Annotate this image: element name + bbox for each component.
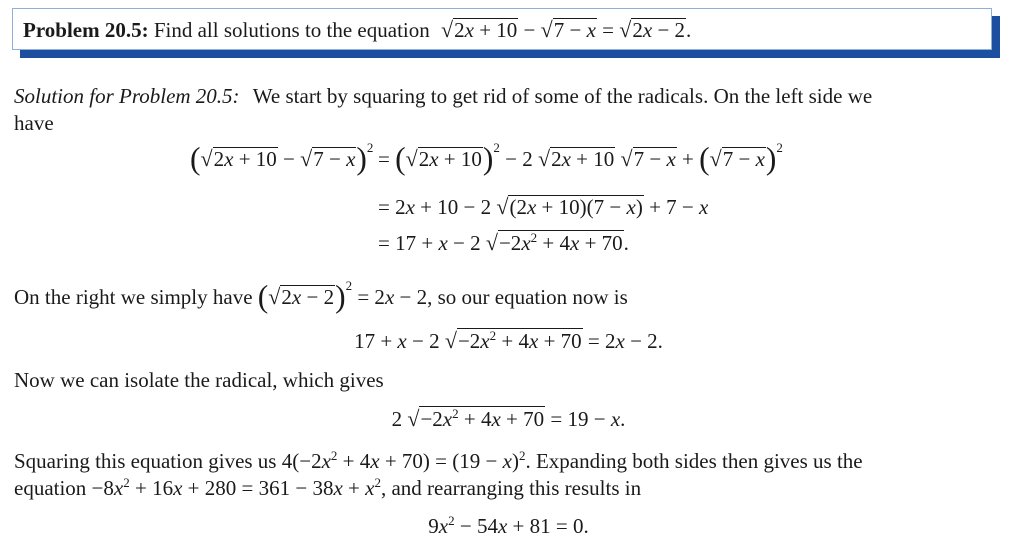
align-row3: = 17 + x − 2 $√-2x^2 + 4x + 70$.: [378, 230, 629, 255]
problem-text: Find all solutions to the equation: [153, 18, 430, 42]
solution-intro: [14, 84, 872, 109]
solution-intro-continued: have: [14, 111, 54, 135]
equation-text: equation $-8x^2 + 16x + 280 = 361 - 38x + x^2$, and rearranging this results in: [14, 475, 642, 500]
solution-intro-text: We start by squaring to get rid of some of the radicals. On the left side we: [252, 84, 873, 108]
equation-now: 17 + x − 2 $√-2x^2 + 4x + 70 = 2x - 2$.: [354, 328, 663, 353]
align-row2: = 2x + 10 − 2 √(2x + 10)(7 − x) + 7 − x: [378, 194, 709, 219]
squaring-text: Squaring this equation gives us $4(-2x^2 + 4x + 70) = (19 - x)^2$. Expanding both sides then gives us the: [14, 448, 863, 473]
final-equation: $9x^2 - 54x + 81 = 0$.: [428, 513, 589, 538]
equation-isolated: 2 $√-2x^2 + 4x + 70 = 19 - x$.: [391, 406, 626, 431]
align-row1-lhs: $(√2x + 10 - √7 - x)^2$: [190, 140, 374, 176]
right-side-pre: On the right we simply have: [14, 285, 253, 309]
problem-label: Problem 20.5:: [23, 18, 149, 42]
solution-label: Solution for Problem 20.5:: [14, 84, 240, 108]
problem-equation: √2x + 10 − √7 − x = √2x − 2.: [441, 17, 692, 42]
problem-statement: [23, 17, 691, 43]
right-side-line: On the right we simply have $(√2x - 2)^2 = 2x - 2$, so our equation now is: [14, 278, 628, 314]
problem-box: [12, 8, 992, 50]
align-row1-rhs: = $(√2x + 10)^2 - 2$ √2x + 10 $√7 - x + (√7 - x)^2$: [378, 140, 783, 176]
isolate-text: Now we can isolate the radical, which gives: [14, 368, 384, 392]
